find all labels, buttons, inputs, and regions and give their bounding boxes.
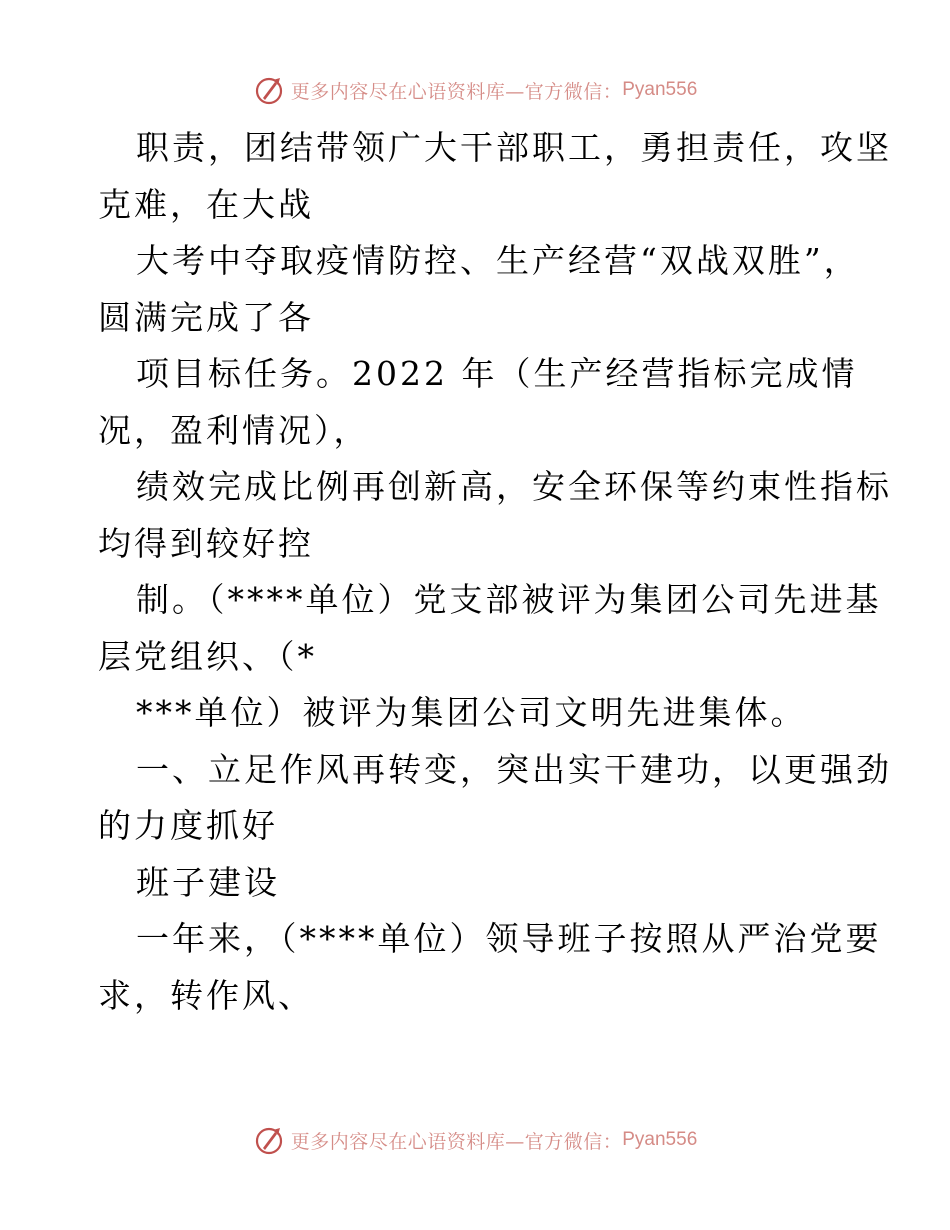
watermark-wechat-id: Pyan556	[622, 79, 698, 100]
body-line: ***单位）被评为集团公司文明先进集体。	[136, 693, 807, 732]
body-line: 层党组织、（*	[98, 636, 317, 676]
body-line: 职责，团结带领广大干部职工，勇担责任，攻坚	[136, 128, 892, 167]
body-line: 大考中夺取疫情防控、生产经营“双战双胜”，	[136, 241, 860, 280]
body-line: 一年来，（****单位）领导班子按照从严治党要	[136, 919, 882, 958]
body-line: 制。（****单位）党支部被评为集团公司先进基	[136, 580, 882, 619]
section-heading-continued: 班子建设	[136, 862, 280, 902]
body-line: 克难，在大战	[98, 184, 314, 224]
section-heading-continued: 的力度抓好	[98, 806, 278, 845]
body-line: 圆满完成了各	[98, 297, 314, 337]
body-line: 均得到较好控	[98, 523, 314, 563]
document-body	[98, 120, 892, 1024]
body-line: 况，盈利情况），	[98, 410, 370, 450]
header-watermark	[0, 70, 950, 110]
body-line: 项目标任务。2022 年（生产经营指标完成情	[136, 354, 858, 393]
watermark-wechat-id: Pyan556	[622, 1129, 698, 1150]
quill-logo-icon	[253, 74, 285, 106]
watermark-text: 更多内容尽在心语资料库—官方微信：	[290, 1130, 623, 1153]
section-heading: 一、立足作风再转变，突出实干建功，以更强劲	[136, 749, 892, 789]
footer-watermark	[0, 1120, 950, 1160]
watermark-text: 更多内容尽在心语资料库—官方微信：	[290, 80, 623, 103]
body-line: 求，转作风、	[98, 975, 314, 1015]
quill-logo-icon	[253, 1124, 285, 1156]
body-line: 绩效完成比例再创新高，安全环保等约束性指标	[136, 467, 892, 506]
